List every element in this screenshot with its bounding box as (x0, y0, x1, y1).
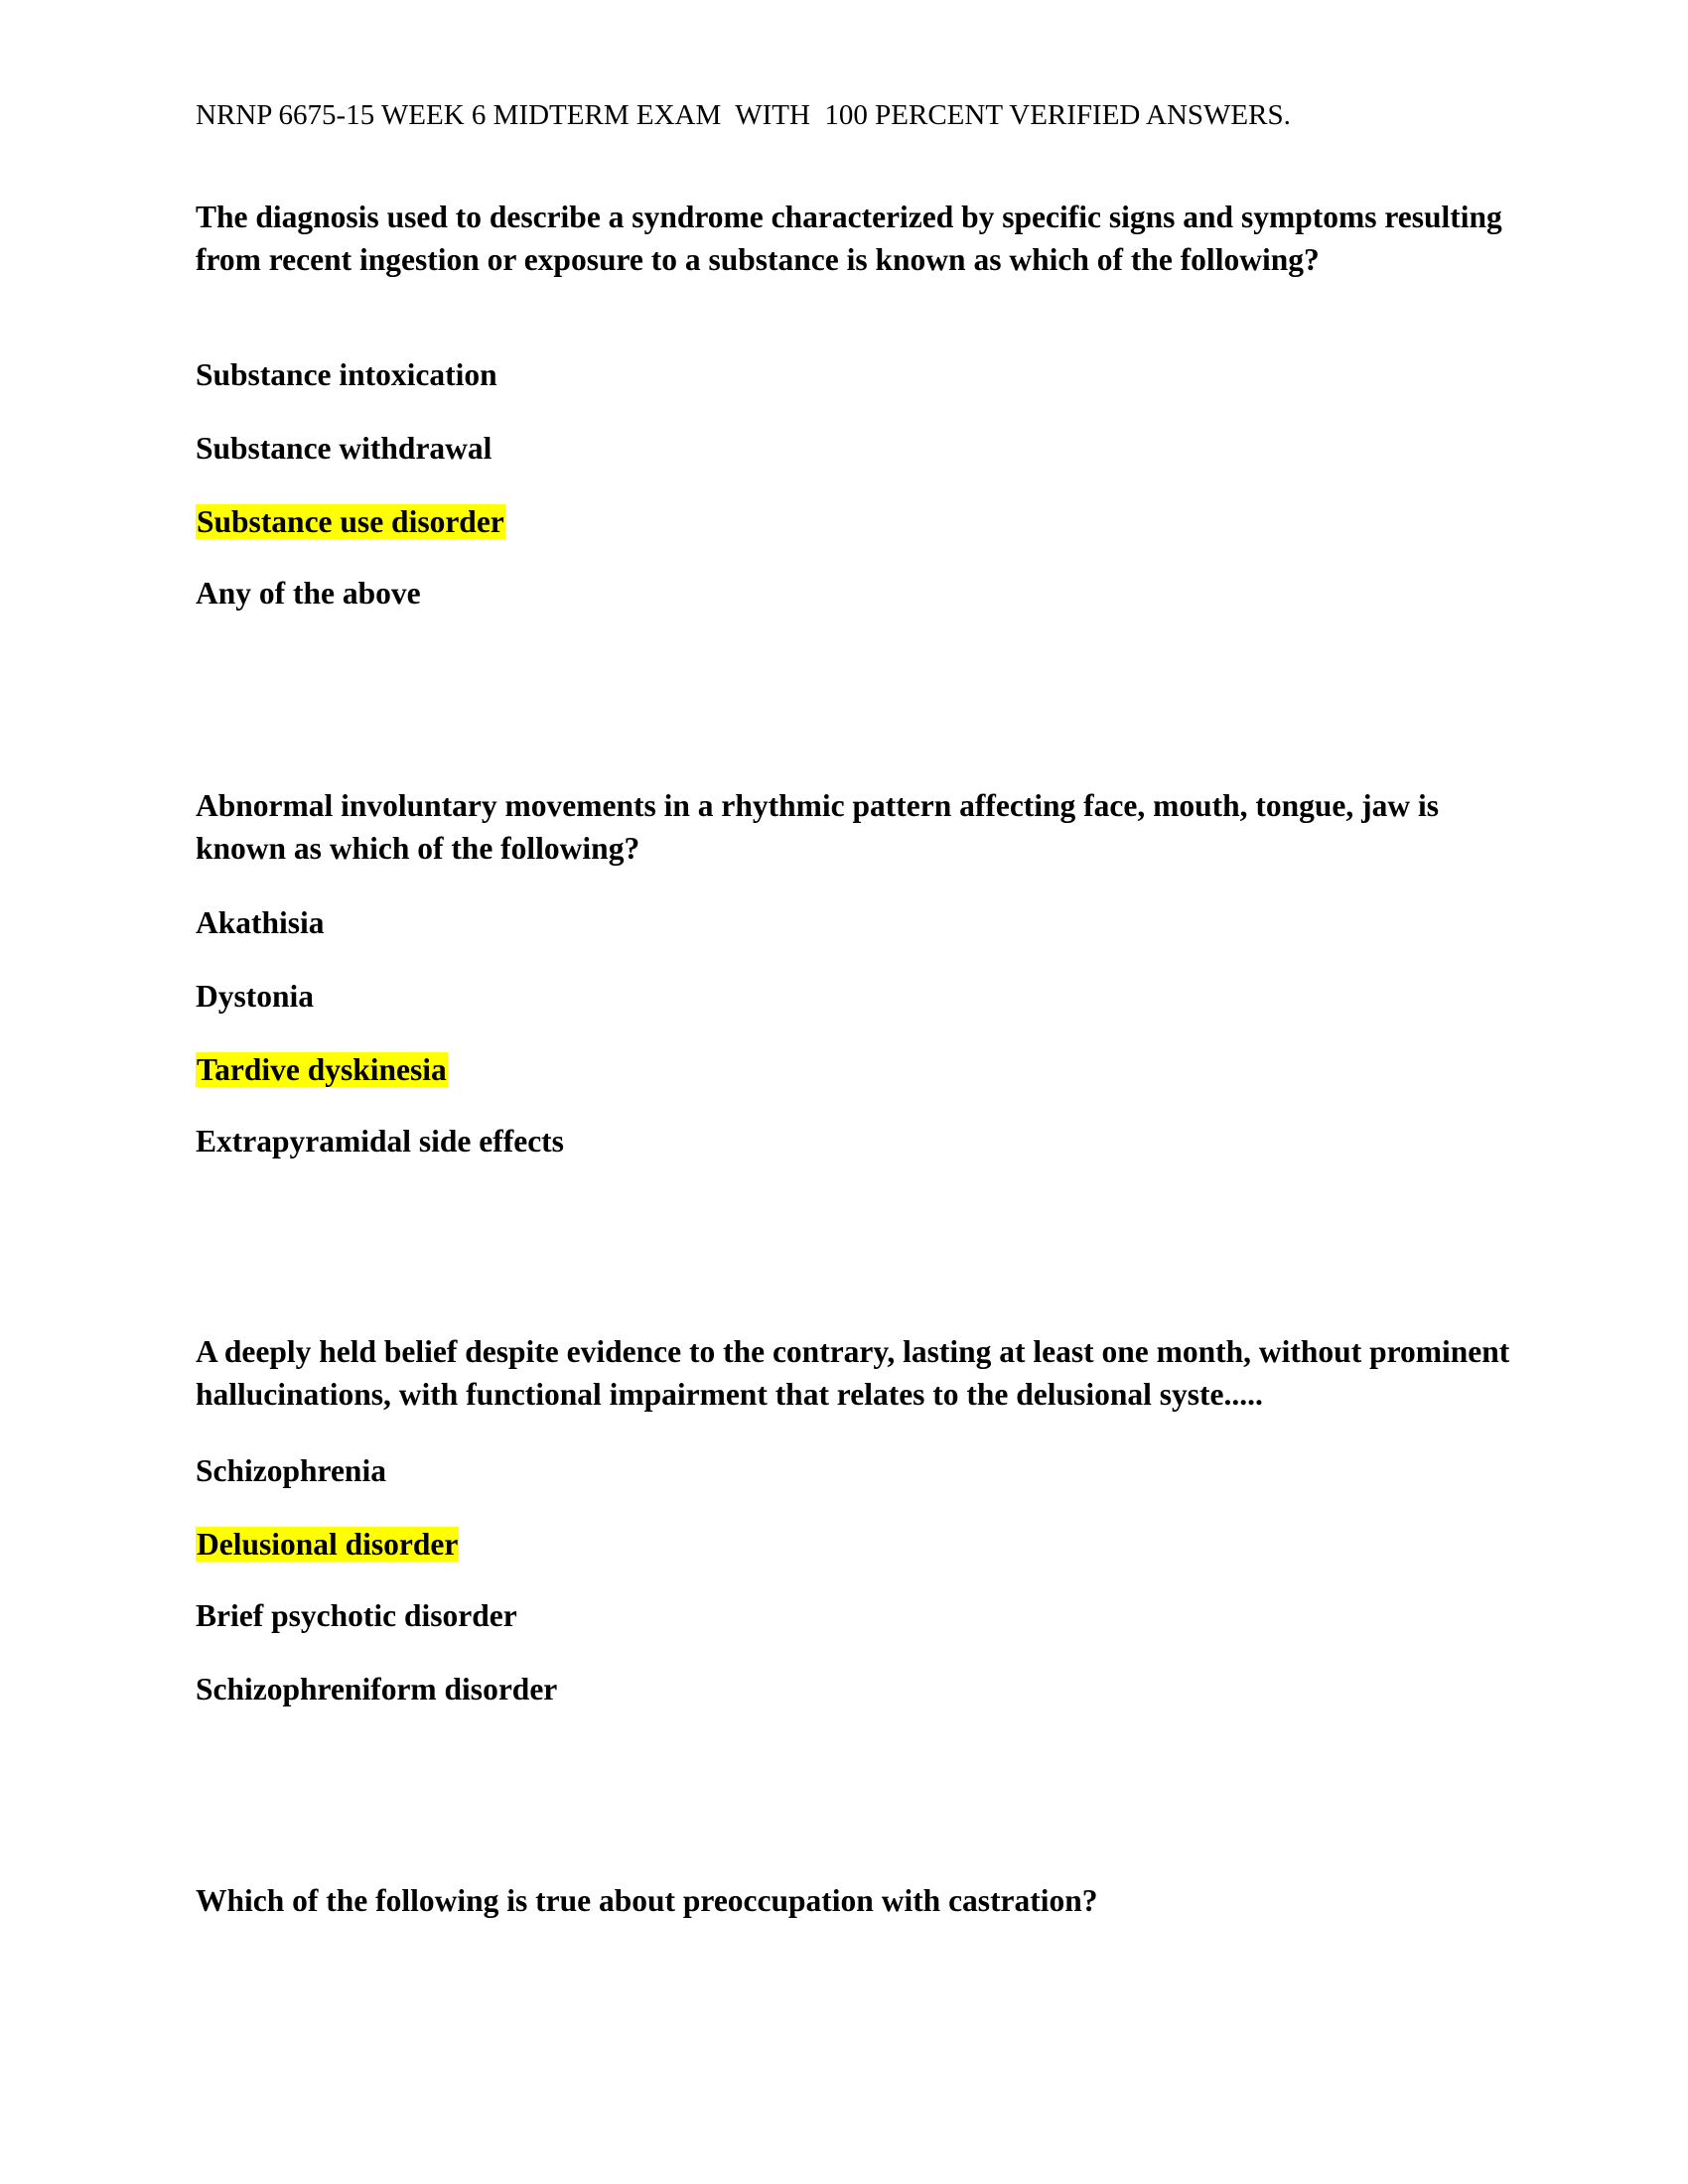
question-2-option-3 (196, 1050, 448, 1090)
question-2-option-4 (196, 1122, 564, 1161)
option-label: Schizophrenia (196, 1453, 386, 1488)
highlighted-answer: Delusional disorder (197, 1527, 459, 1562)
option-label: Akathisia (196, 905, 325, 940)
option-label: Substance withdrawal (196, 431, 492, 466)
option-label: Any of the above (196, 576, 421, 611)
option-label: Brief psychotic disorder (196, 1598, 517, 1633)
question-1-option-1 (196, 355, 497, 395)
question-2-option-2 (196, 977, 314, 1017)
option-label: Extrapyramidal side effects (196, 1124, 564, 1159)
highlighted-answer: Substance use disorder (197, 504, 504, 539)
question-2-text: Abnormal involuntary movements in a rhythmic pattern affecting face, mouth, tongue, jaw is known as which of the following? (196, 788, 1440, 866)
question-1-option-4 (196, 574, 421, 614)
question-3-text: A deeply held belief despite evidence to the contrary, lasting at least one month, without prominent hallucinations, with functional impairment that relates to the delusional syste..... (196, 1334, 1510, 1412)
question-1-text: The diagnosis used to describe a syndrome characterized by specific signs and symptoms resulting from recent ingestion or exposure to a substance is known as which of the following? (196, 200, 1502, 277)
option-label: Substance intoxication (196, 357, 497, 392)
question-3-option-1 (196, 1451, 386, 1491)
question-3-option-3 (196, 1596, 517, 1636)
option-label: Schizophreniform disorder (196, 1672, 558, 1706)
highlighted-answer: Tardive dyskinesia (197, 1052, 447, 1087)
question-4-text: Which of the following is true about preoccupation with castration? (196, 1883, 1098, 1918)
question-3-option-4 (196, 1670, 557, 1709)
question-1-option-3 (196, 502, 505, 542)
question-2-option-1 (196, 903, 325, 943)
option-label: Dystonia (196, 979, 315, 1014)
question-1-option-2 (196, 429, 492, 469)
document-header: NRNP 6675-15 WEEK 6 MIDTERM EXAM WITH 100 PERCENT VERIFIED ANSWERS. (196, 99, 1291, 131)
question-3-option-2 (196, 1525, 459, 1565)
